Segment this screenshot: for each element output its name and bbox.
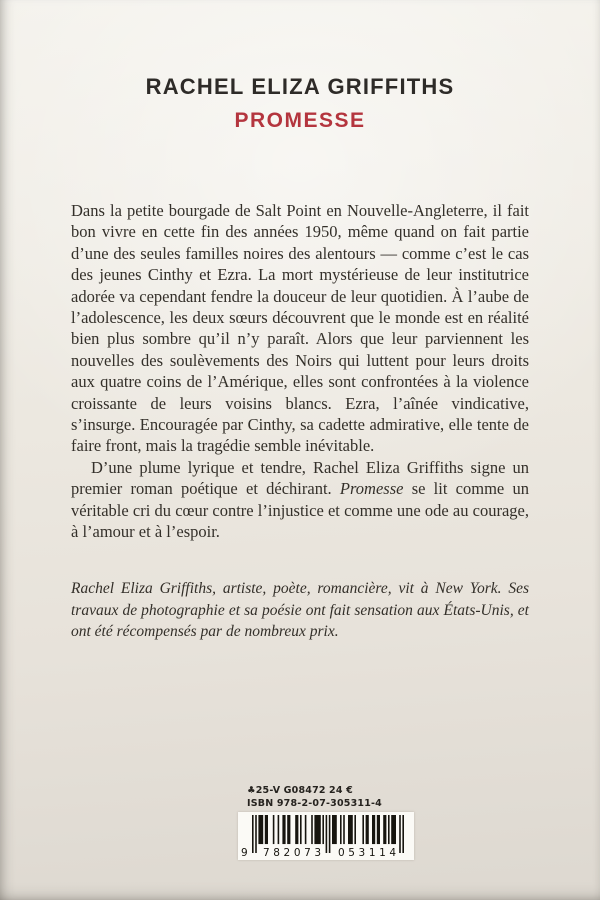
author-name: RACHEL ELIZA GRIFFITHS <box>145 74 455 99</box>
imprint-block <box>241 785 423 860</box>
print-code: ♣25-V <box>247 785 281 796</box>
synopsis <box>71 200 529 543</box>
title-block <box>0 74 600 133</box>
synopsis-paragraph-1: Dans la petite bourgade de Salt Point en Nouvelle-Angleterre, il fait bon vivre en cette fin des années 1950, même quand on fait partie d’une des seules familles noires des alentours — comme c’est le cas des jeunes Cinthy et Ezra. La mort mystérieuse de leur institutrice adorée va cependant fendre la douceur de leur quotidien. À l’aube de l’adolescence, les deux sœurs découvrent que le monde est en réalité bien plus sombre qu’il n’y paraît. Alors que leur parviennent les nouvelles des soulèvements des Noirs qui luttent pour leurs droits aux quatre coins de l’Amérique, elles sont confrontées à la violence croissante de leurs voisins blancs. Ezra, l’aînée vindicative, s’insurge. Encouragée par Cinthy, sa cadette admirative, elle tente de faire front, mais la tragédie semble inévitable. <box>71 201 529 456</box>
book-title: PROMESSE <box>234 109 366 132</box>
price: 24 € <box>329 785 353 796</box>
barcode-digit-first: 9 <box>241 847 248 859</box>
isbn: ISBN 978-2-07-305311-4 <box>247 798 382 809</box>
synopsis-p2-text-2: se lit comme un véritable cri du cœur contre l’injustice et comme une ode au courage, à l’amour et à l’espoir. <box>71 479 529 542</box>
synopsis-p2-text-1: D’une plume lyrique et tendre, Rachel Eliza Griffiths signe un premier roman poétique et déchirant. <box>71 457 529 499</box>
book-title-inline: Promesse <box>339 479 404 499</box>
author-bio: Rachel Eliza Griffiths, artiste, poète, romancière, vit à New York. Ses travaux de photographie et sa poésie ont fait sensation aux États-Unis, et ont été récompensés par de nombreux prix. <box>71 580 529 641</box>
barcode-digits <box>238 846 414 859</box>
barcode-digit-group1: 782073 <box>263 847 325 859</box>
ean-barcode <box>238 812 414 860</box>
batch-code: G08472 <box>283 785 326 796</box>
imprint-codes-row <box>247 785 353 796</box>
barcode-digit-group2: 053114 <box>338 847 400 859</box>
synopsis-paragraph-2 <box>71 457 529 543</box>
